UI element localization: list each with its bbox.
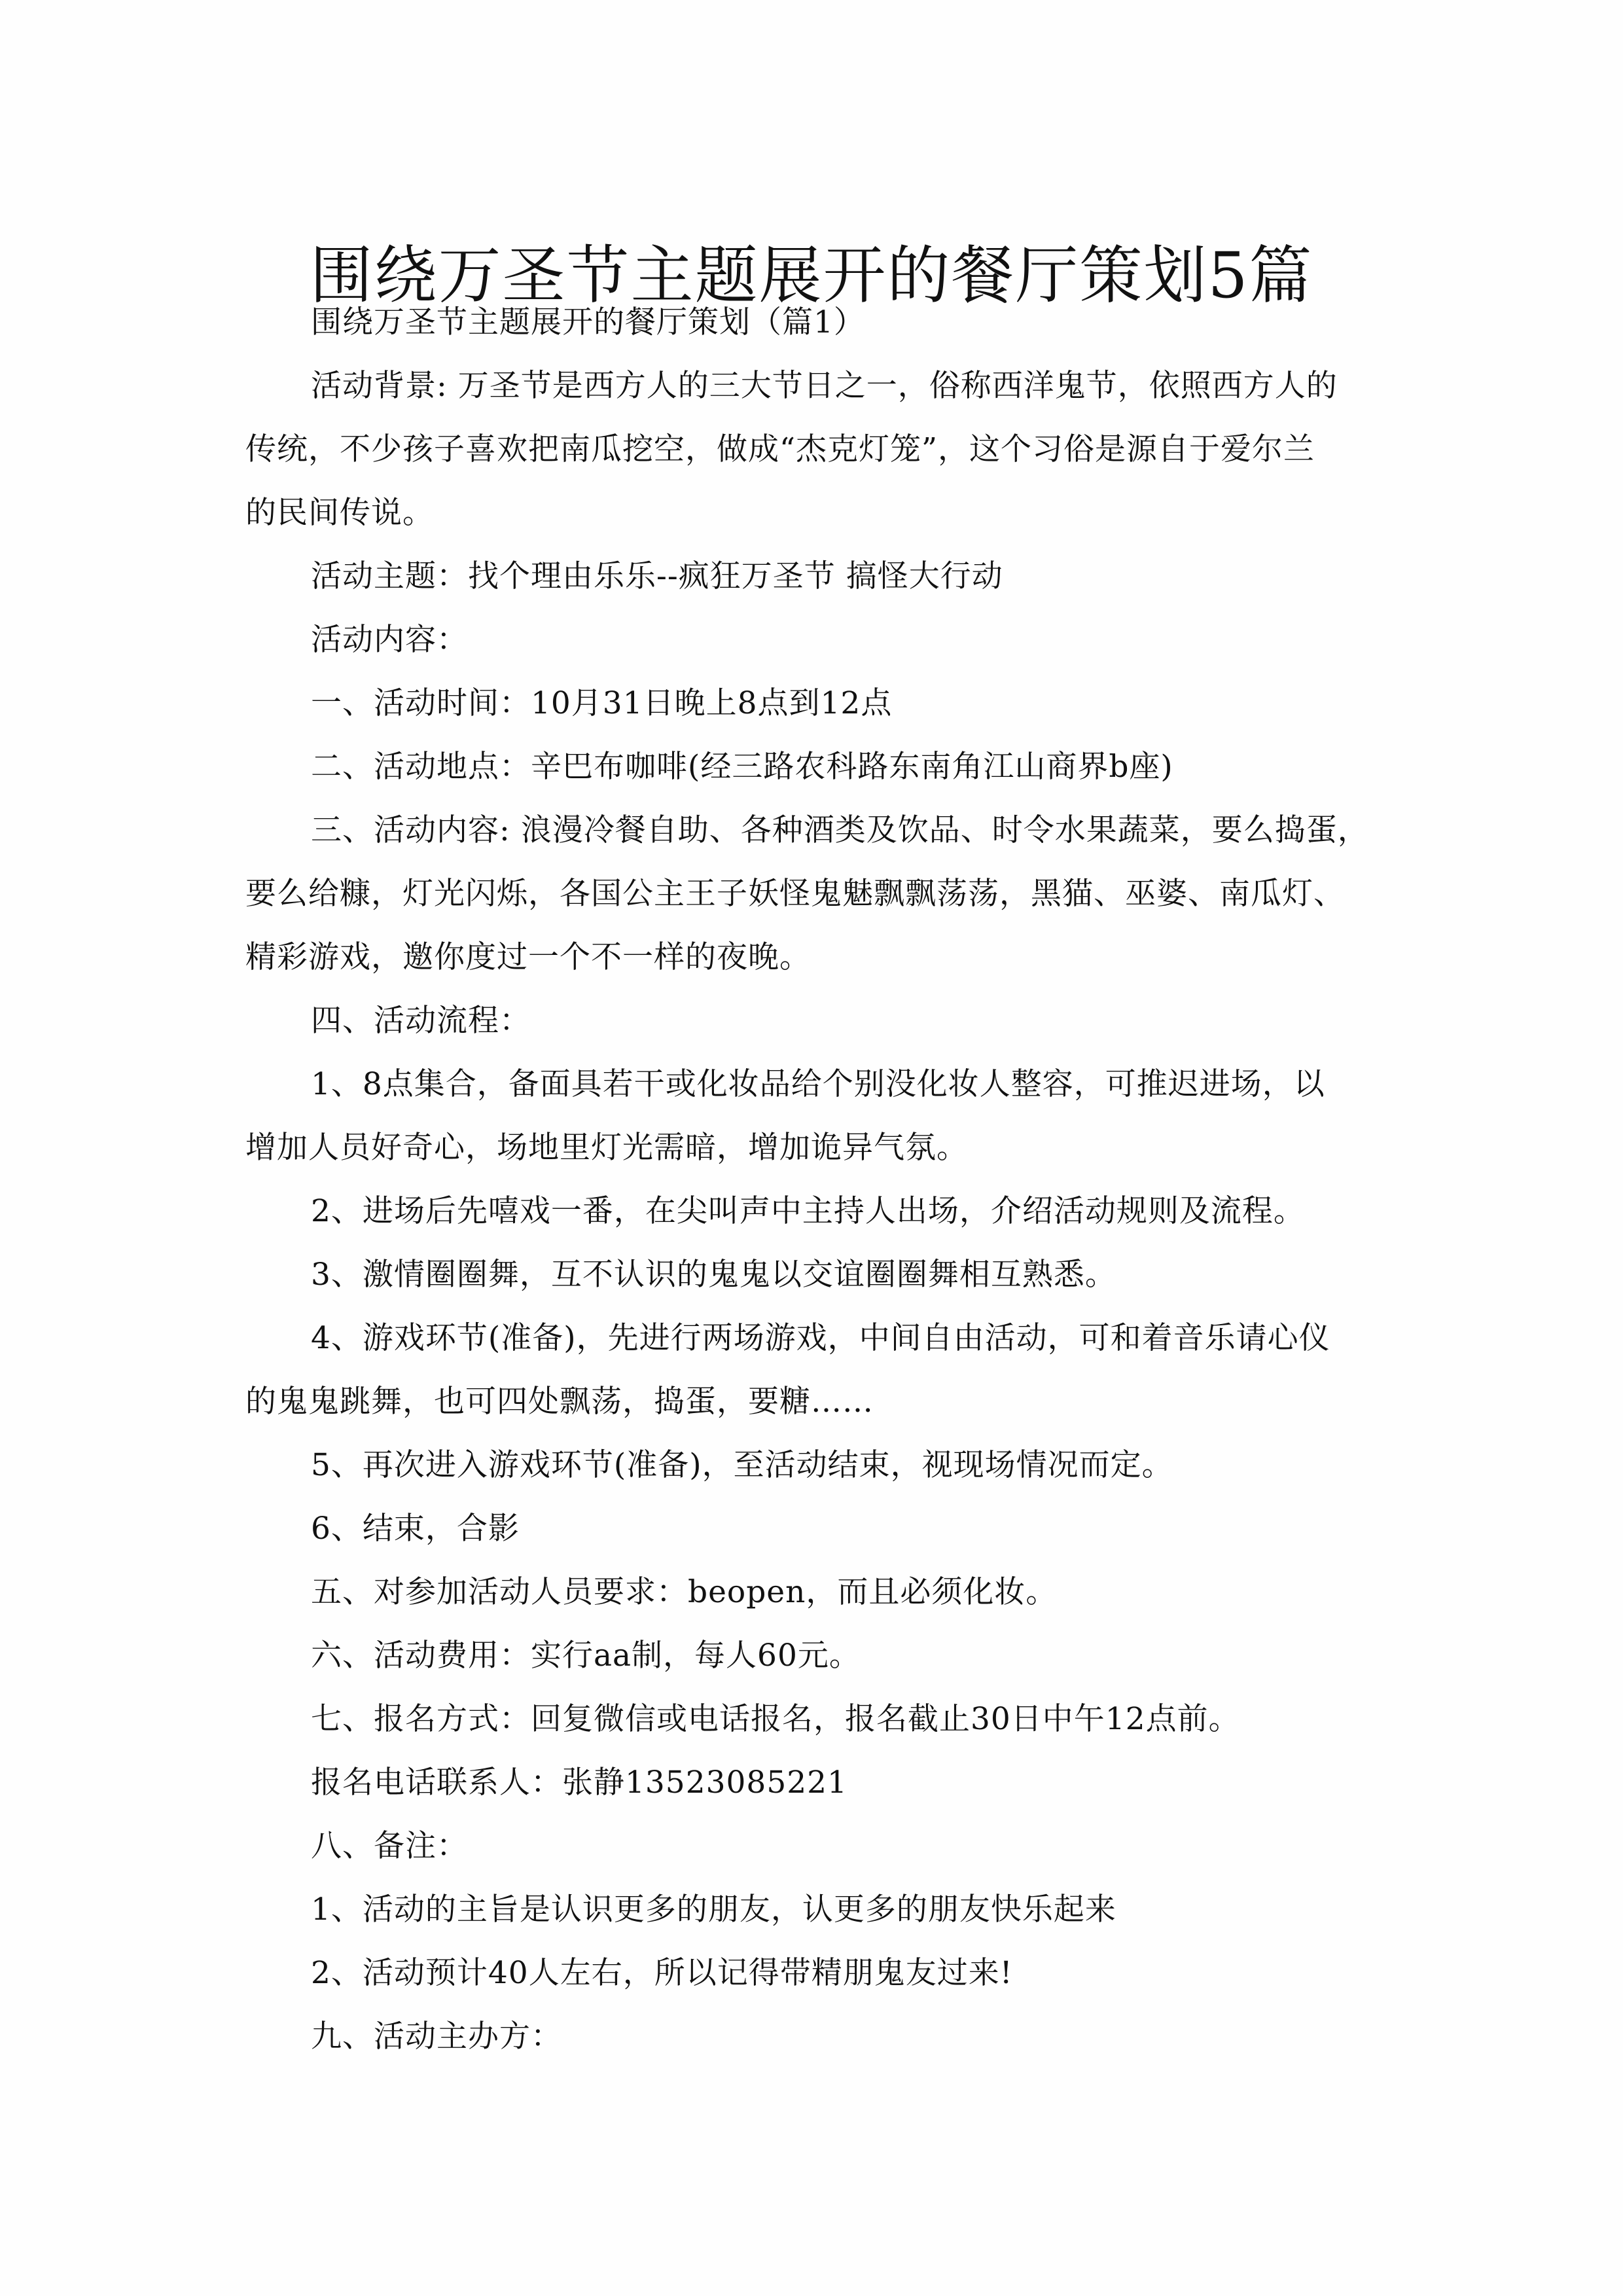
- item-content-cont: 精彩游戏，邀你度过一个不一样的夜晚。: [245, 939, 811, 975]
- item-requirements: 五、对参加活动人员要求：beopen，而且必须化妆。: [311, 1574, 1058, 1610]
- item-notes: 八、备注：: [311, 1828, 468, 1864]
- item-fee: 六、活动费用：实行aa制，每人60元。: [311, 1638, 861, 1674]
- item-time: 一、活动时间：10月31日晚上8点到12点: [311, 685, 893, 721]
- item-content-cont: 要么给糠，灯光闪烁，各国公主王子妖怪鬼魅飘飘荡荡，黑猫、巫婆、南瓜灯、: [245, 876, 1345, 912]
- paragraph-content-label: 活动内容：: [311, 622, 468, 658]
- process-step-6: 6、结束，合影: [311, 1511, 520, 1547]
- item-contact: 报名电话联系人：张静13523085221: [311, 1765, 847, 1801]
- document-body: [245, 291, 1384, 2068]
- process-step-2: 2、进场后先嘻戏一番，在尖叫声中主持人出场，介绍活动规则及流程。: [311, 1193, 1305, 1229]
- item-location: 二、活动地点：辛巴布咖啡(经三路农科路东南角江山商界b座): [311, 749, 1173, 785]
- process-step-4: 4、游戏环节(准备)，先进行两场游戏，中间自由活动，可和着音乐请心仪: [311, 1320, 1330, 1356]
- section-heading-part-1: 围绕万圣节主题展开的餐厅策划（篇1）: [311, 304, 865, 340]
- process-step-1-cont: 增加人员好奇心，场地里灯光需暗，增加诡异气氛。: [245, 1130, 968, 1166]
- note-1: 1、活动的主旨是认识更多的朋友，认更多的朋友快乐起来: [311, 1892, 1116, 1928]
- item-registration: 七、报名方式：回复微信或电话报名，报名截止30日中午12点前。: [311, 1701, 1240, 1737]
- paragraph-background: 活动背景: 万圣节是西方人的三大节日之一，俗称西洋鬼节，依照西方人的: [311, 368, 1338, 404]
- document-title: 围绕万圣节主题展开的餐厅策划5篇: [310, 239, 1313, 313]
- process-step-4-cont: 的鬼鬼跳舞，也可四处飘荡，捣蛋，要糖……: [245, 1384, 874, 1420]
- process-step-5: 5、再次进入游戏环节(准备)，至活动结束，视现场情况而定。: [311, 1447, 1173, 1483]
- item-process: 四、活动流程：: [311, 1003, 531, 1039]
- process-step-1: 1、8点集合，备面具若干或化妆品给个别没化妆人整容，可推迟进场，以: [311, 1066, 1325, 1102]
- paragraph-background-cont: 的民间传说。: [245, 495, 434, 531]
- paragraph-theme: 活动主题：找个理由乐乐--疯狂万圣节 搞怪大行动: [311, 558, 1003, 594]
- item-organizer: 九、活动主办方：: [311, 2018, 562, 2054]
- paragraph-background-cont: 传统，不少孩子喜欢把南瓜挖空，做成“杰克灯笼”，这个习俗是源自于爱尔兰: [245, 431, 1315, 467]
- note-2: 2、活动预计40人左右，所以记得带精朋鬼友过来!: [311, 1955, 1013, 1991]
- item-content: 三、活动内容: 浪漫冷餐自助、各种酒类及饮品、时令水果蔬菜，要么捣蛋，: [311, 812, 1369, 848]
- process-step-3: 3、激情圈圈舞，互不认识的鬼鬼以交谊圈圈舞相互熟悉。: [311, 1257, 1116, 1293]
